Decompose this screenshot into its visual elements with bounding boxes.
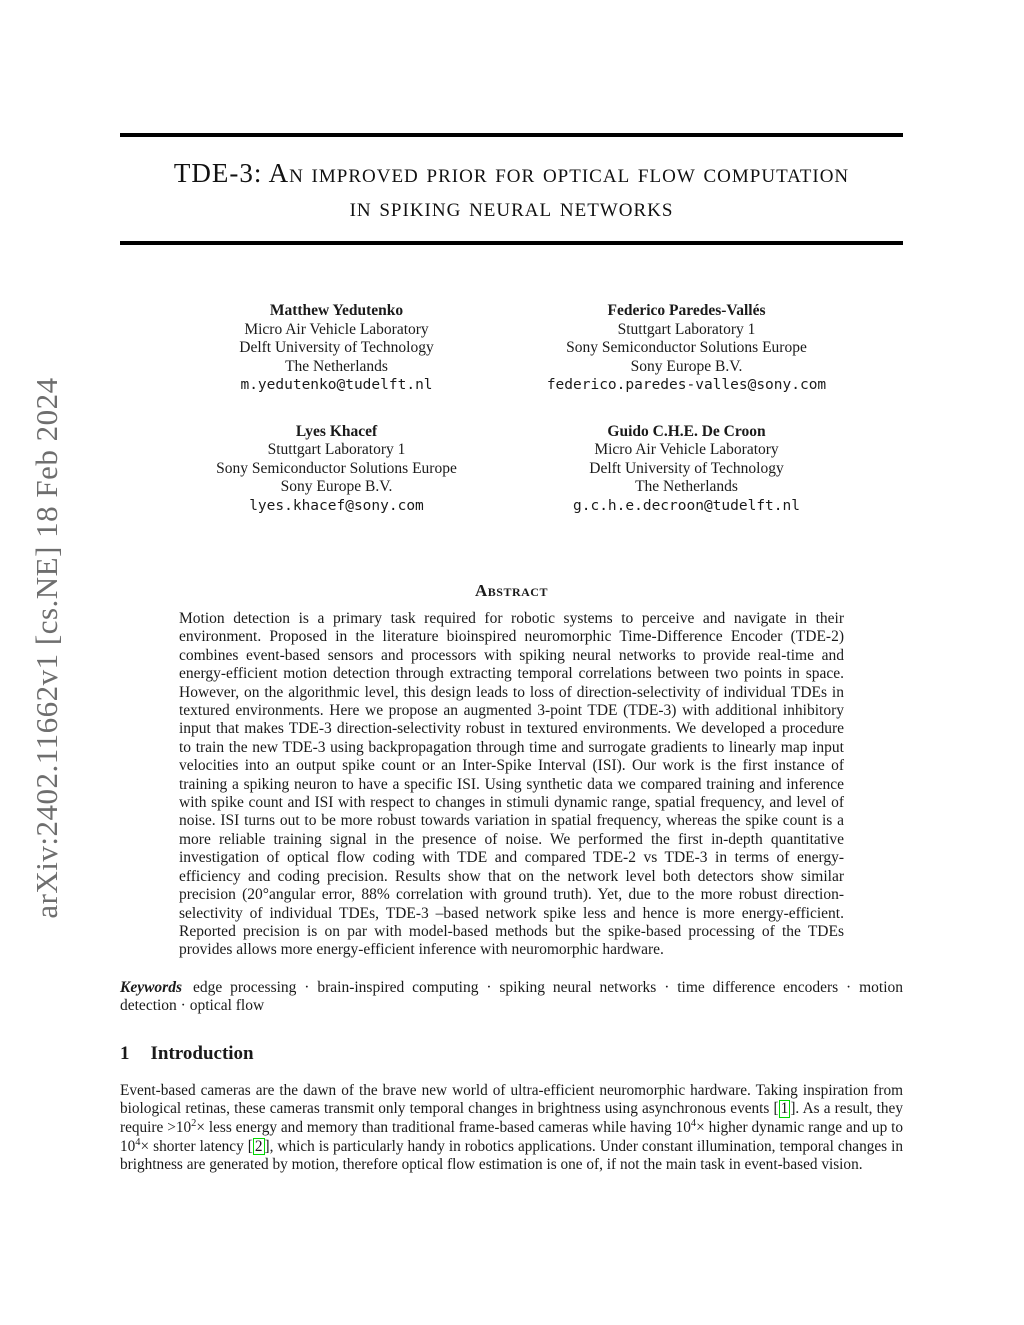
author-affiliation: Micro Air Vehicle Laboratory <box>244 320 429 338</box>
keywords-text: edge processing · brain-inspired computing · spiking neural networks · time difference encoders · motion detection · optical flow <box>120 978 903 1015</box>
introduction-paragraph: Event-based cameras are the dawn of the brave new world of ultra-efficient neuromorphic hardware. Taking inspiration from biological retinas, these cameras transmit only temporal changes in brightness using asynchronous events [ 1 ]. As a result, they require $>10^2\times$ less energy and memory than traditional frame-based cameras while having $10^4\times$ higher dynamic range and up to $10^4\times$ shorter latency [ 2 ], which is particularly handy in robotics applications. Under constant illumination, temporal changes in brightness are generated by motion, therefore optical flow estimation is one of, if not the main task in event-based vision. <box>120 1081 904 1174</box>
author-affiliation: Delft University of Technology <box>589 459 784 477</box>
author-affiliation: Stuttgart Laboratory 1 <box>267 441 406 458</box>
paper-content <box>120 0 903 1175</box>
authors-row-1 <box>162 302 862 395</box>
author-name: Guido C.H.E. De Croon <box>607 422 766 440</box>
superscript: 4 <box>135 1136 141 1148</box>
paper-title-line1: TDE-3: An improved prior for optical flow computation <box>173 158 850 188</box>
author-affiliation: Sony Semiconductor Solutions Europe <box>566 339 807 356</box>
citation-link[interactable]: 2 <box>254 1137 263 1155</box>
keywords-block <box>120 979 903 1016</box>
title-rule-bottom <box>120 241 903 245</box>
title-rule-top <box>120 133 903 137</box>
author-name: Federico Paredes-Vallés <box>607 302 766 319</box>
author-name: Lyes Khacef <box>295 422 378 440</box>
paper-title-line2: in spiking neural networks <box>349 192 674 222</box>
section-title: Introduction <box>150 1042 254 1064</box>
author-affiliation: The Netherlands <box>635 478 738 495</box>
author-affiliation: The Netherlands <box>285 357 388 375</box>
abstract-heading: Abstract <box>475 581 548 600</box>
author-email: m.yedutenko@tudelft.nl <box>240 377 433 393</box>
citation-link[interactable]: 1 <box>780 1100 789 1118</box>
section-number: 1 <box>120 1042 130 1064</box>
author-affiliation: Sony Semiconductor Solutions Europe <box>216 459 457 477</box>
authors-row-2 <box>162 423 862 516</box>
author-block-de-croon <box>512 423 862 516</box>
superscript: 4 <box>690 1117 697 1129</box>
author-block-khacef <box>162 423 512 516</box>
superscript: 2 <box>191 1117 197 1129</box>
abstract-text: Motion detection is a primary task required for robotic systems to perceive and navigate in their environment. Proposed in the literature bioinspired neuromorphic Time-Difference Encoder (TDE-2) combines event-based sensors and processors with spiking neural networks to provide real-time and energy-efficient motion detection through extracting temporal correlations between two points in space. However, on the algorithmic level, this design leads to loss of direction-selectivity of individual TDEs in textured environments. Here we propose an augmented 3-point TDE (TDE-3) with additional inhibitory input that makes TDE-3 direction-selectivity robust in textured environments. We developed a procedure to train the new TDE-3 using backpropagation through time and surrogate gradients to linearly map input velocities into an output spike count or an Inter-Spike Interval (ISI). Our work is the first instance of training a spiking neuron to have a specific ISI. Using synthetic data we compared training and inference with spike count and ISI with respect to changes in stimuli dynamic range, spatial frequency, and level of noise. ISI turns out to be more robust towards variation in spatial frequency, whereas the spike count is a more reliable training signal in the presence of noise. We performed the first in-depth quantitative investigation of optical flow coding with TDE and compared TDE-2 vs TDE-3 in terms of energy-efficiency and coding precision. Results show that on the network level both detectors show similar precision (20°angular error, 88% correlation with ground truth). Yet, due to the more robust direction-selectivity of individual TDEs, TDE-3 –based network spike less and hence is more energy-efficient. Reported precision is on par with model-based methods but the spike-based processing of the TDEs provides allows more energy-efficient inference with neuromorphic hardware. <box>179 610 844 959</box>
author-block-paredes-valles <box>512 302 862 395</box>
section-heading-introduction <box>120 1043 903 1065</box>
author-block-yedutenko <box>162 302 512 395</box>
author-email: lyes.khacef@sony.com <box>249 497 424 514</box>
author-affiliation: Stuttgart Laboratory 1 <box>617 320 756 338</box>
author-affiliation: Delft University of Technology <box>239 339 434 356</box>
author-email: federico.paredes-valles@sony.com <box>546 377 827 393</box>
arxiv-watermark: arXiv:2402.11662v1 [cs.NE] 18 Feb 2024 <box>29 377 64 919</box>
author-affiliation: Sony Europe B.V. <box>280 478 393 495</box>
paper-title <box>120 156 903 224</box>
author-affiliation: Micro Air Vehicle Laboratory <box>594 441 779 458</box>
keywords-label: Keywords <box>120 978 182 996</box>
author-affiliation: Sony Europe B.V. <box>630 357 743 375</box>
author-email: g.c.h.e.decroon@tudelft.nl <box>573 497 800 514</box>
author-name: Matthew Yedutenko <box>269 302 404 319</box>
